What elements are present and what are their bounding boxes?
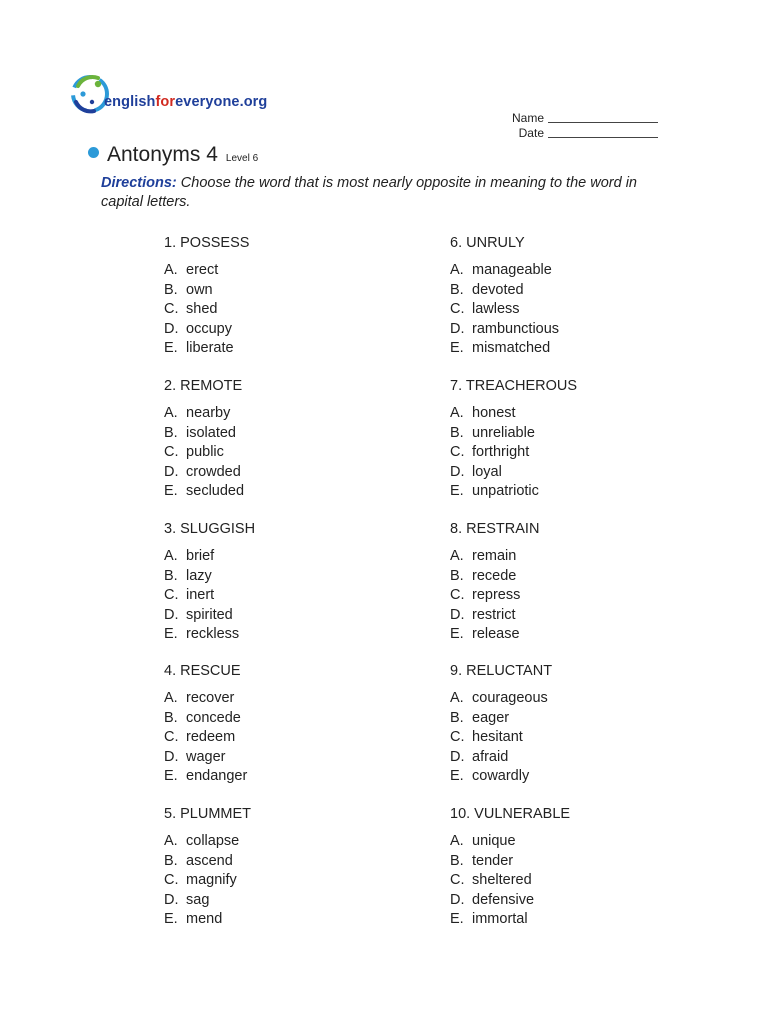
option-d [164,891,414,911]
option-c [164,300,414,320]
option-b [450,281,700,301]
option-letter: D. [450,891,465,908]
option-list [164,547,414,645]
option-letter: C. [164,587,179,604]
option-text: immortal [472,911,528,928]
option-letter: C. [450,872,465,889]
option-d [450,463,700,483]
option-e [450,767,700,787]
option-letter: E. [450,340,464,357]
option-b [164,424,414,444]
option-list [164,832,414,930]
option-c [164,871,414,891]
option-b [450,567,700,587]
option-a [450,832,700,852]
option-c [450,443,700,463]
option-letter: E. [450,626,464,643]
option-text: collapse [186,833,240,849]
option-a [450,689,700,709]
option-letter: A. [450,833,464,849]
option-e [164,482,414,502]
option-text: recover [186,690,235,706]
option-text: sheltered [472,872,532,889]
option-b [450,709,700,729]
option-text: recede [472,567,517,584]
option-letter: C. [450,301,465,318]
option-list [450,832,700,930]
option-text: tender [472,852,514,869]
option-letter: E. [164,483,178,500]
option-list [164,404,414,502]
option-text: lawless [472,301,520,318]
question-word: 7. TREACHEROUS [450,378,578,394]
option-e [450,482,700,502]
option-text: reckless [186,626,240,643]
option-c [450,300,700,320]
option-a [164,261,414,281]
option-letter: A. [164,690,178,706]
option-text: wager [186,748,226,765]
option-letter: C. [450,729,465,746]
option-text: spirited [186,606,233,623]
option-c [164,586,414,606]
option-letter: B. [164,709,178,726]
question-1 [164,233,414,359]
option-letter: A. [450,262,464,278]
question-2 [164,376,414,502]
option-letter: C. [164,872,179,889]
option-text: mismatched [472,340,551,357]
option-text: erect [186,262,219,278]
option-a [450,261,700,281]
option-text: manageable [472,262,552,278]
option-a [164,547,414,567]
name-date-block [504,111,658,141]
option-letter: D. [450,320,465,337]
option-b [164,567,414,587]
option-letter: B. [164,281,178,298]
option-e [164,625,414,645]
option-text: shed [186,301,218,318]
option-text: afraid [472,748,509,765]
option-text: ascend [186,852,233,869]
worksheet-title: Antonyms 4 [107,143,218,166]
option-letter: C. [450,444,465,461]
option-letter: E. [164,768,178,785]
option-letter: B. [450,852,464,869]
option-text: courageous [472,690,548,706]
option-letter: B. [164,852,178,869]
option-d [450,748,700,768]
option-d [164,463,414,483]
option-text: release [472,626,520,643]
option-list [450,547,700,645]
option-letter: D. [164,891,179,908]
option-c [450,728,700,748]
option-letter: B. [450,281,464,298]
option-d [450,606,700,626]
question-9 [450,661,700,787]
option-text: hesitant [472,729,523,746]
option-e [164,767,414,787]
option-text: public [186,444,224,461]
option-a [450,404,700,424]
directions-text: Choose the word that is most nearly opposite in meaning to the word in capital letters. [101,175,637,210]
option-letter: A. [164,548,178,564]
option-c [450,586,700,606]
option-d [164,320,414,340]
option-list [164,261,414,359]
option-text: remain [472,548,517,564]
question-word: 6. UNRULY [450,235,525,251]
option-letter: E. [164,911,178,928]
option-a [450,547,700,567]
option-text: nearby [186,405,231,421]
bullet-icon [88,147,99,158]
question-word: 3. SLUGGISH [164,521,256,537]
option-letter: A. [450,405,464,421]
directions [101,174,681,212]
option-text: rambunctious [472,320,560,337]
option-text: unpatriotic [472,483,539,500]
option-b [450,852,700,872]
option-list [450,261,700,359]
option-list [450,689,700,787]
logo-text-english: english [104,94,156,110]
option-letter: B. [450,567,464,584]
site-logo [68,72,328,122]
worksheet-heading [88,143,258,167]
option-list [164,689,414,787]
option-letter: B. [164,424,178,441]
question-word: 5. PLUMMET [164,806,252,822]
option-b [164,281,414,301]
option-e [450,910,700,930]
option-d [164,748,414,768]
question-word: 9. RELUCTANT [450,663,553,679]
option-letter: C. [450,587,465,604]
question-10 [450,804,700,930]
option-letter: D. [450,463,465,480]
option-e [164,339,414,359]
option-text: inert [186,587,215,604]
option-c [164,443,414,463]
option-letter: C. [164,729,179,746]
option-letter: C. [164,444,179,461]
option-letter: A. [164,833,178,849]
option-text: repress [472,587,521,604]
option-a [164,689,414,709]
question-word: 1. POSSESS [164,235,250,251]
option-text: own [186,281,213,298]
option-list [450,404,700,502]
option-text: crowded [186,463,241,480]
name-label: Name [511,111,544,125]
option-letter: E. [164,626,178,643]
question-3 [164,519,414,645]
option-letter: E. [450,483,464,500]
option-letter: E. [450,768,464,785]
option-text: lazy [186,567,212,584]
option-letter: A. [164,262,178,278]
option-letter: D. [450,748,465,765]
option-text: loyal [472,463,502,480]
name-row [504,111,658,126]
option-text: magnify [186,872,237,889]
option-letter: B. [450,709,464,726]
option-text: defensive [472,891,535,908]
date-row [504,126,658,141]
option-d [450,891,700,911]
option-text: devoted [472,281,524,298]
option-text: restrict [472,606,516,623]
option-text: brief [186,548,215,564]
option-b [164,709,414,729]
date-label: Date [518,126,544,140]
option-text: occupy [186,320,232,337]
option-e [164,910,414,930]
question-word: 10. VULNERABLE [450,806,571,822]
logo-text [104,94,267,110]
logo-text-for: for [155,94,176,110]
option-a [164,832,414,852]
option-d [164,606,414,626]
option-text: cowardly [472,768,530,785]
logo-text-everyone: everyone.org [175,94,268,110]
option-text: redeem [186,729,236,746]
option-letter: D. [164,748,179,765]
question-4 [164,661,414,787]
option-d [450,320,700,340]
option-e [450,339,700,359]
option-c [164,728,414,748]
question-word: 2. REMOTE [164,378,243,394]
option-letter: A. [164,405,178,421]
option-letter: D. [164,606,179,623]
option-text: endanger [186,768,248,785]
option-text: honest [472,405,516,421]
option-letter: E. [450,911,464,928]
option-letter: B. [450,424,464,441]
question-6 [450,233,700,359]
option-text: eager [472,709,510,726]
option-text: secluded [186,483,245,500]
option-letter: D. [450,606,465,623]
option-a [164,404,414,424]
option-text: mend [186,911,223,928]
name-blank-line [548,111,658,123]
option-b [164,852,414,872]
question-5 [164,804,414,930]
date-blank-line [548,126,658,138]
option-text: unique [472,833,516,849]
directions-label: Directions: [101,175,177,191]
option-text: concede [186,709,241,726]
option-letter: A. [450,548,464,564]
option-letter: C. [164,301,179,318]
option-e [450,625,700,645]
question-word: 4. RESCUE [164,663,241,679]
option-b [450,424,700,444]
question-word: 8. RESTRAIN [450,521,540,537]
option-letter: E. [164,340,178,357]
option-letter: D. [164,320,179,337]
question-7 [450,376,700,502]
option-text: forthright [472,444,530,461]
option-text: unreliable [472,424,535,441]
level-label: Level 6 [225,153,259,164]
option-text: sag [186,891,210,908]
option-letter: A. [450,690,464,706]
question-8 [450,519,700,645]
option-letter: D. [164,463,179,480]
option-text: isolated [186,424,236,441]
option-c [450,871,700,891]
option-letter: B. [164,567,178,584]
option-text: liberate [186,340,234,357]
